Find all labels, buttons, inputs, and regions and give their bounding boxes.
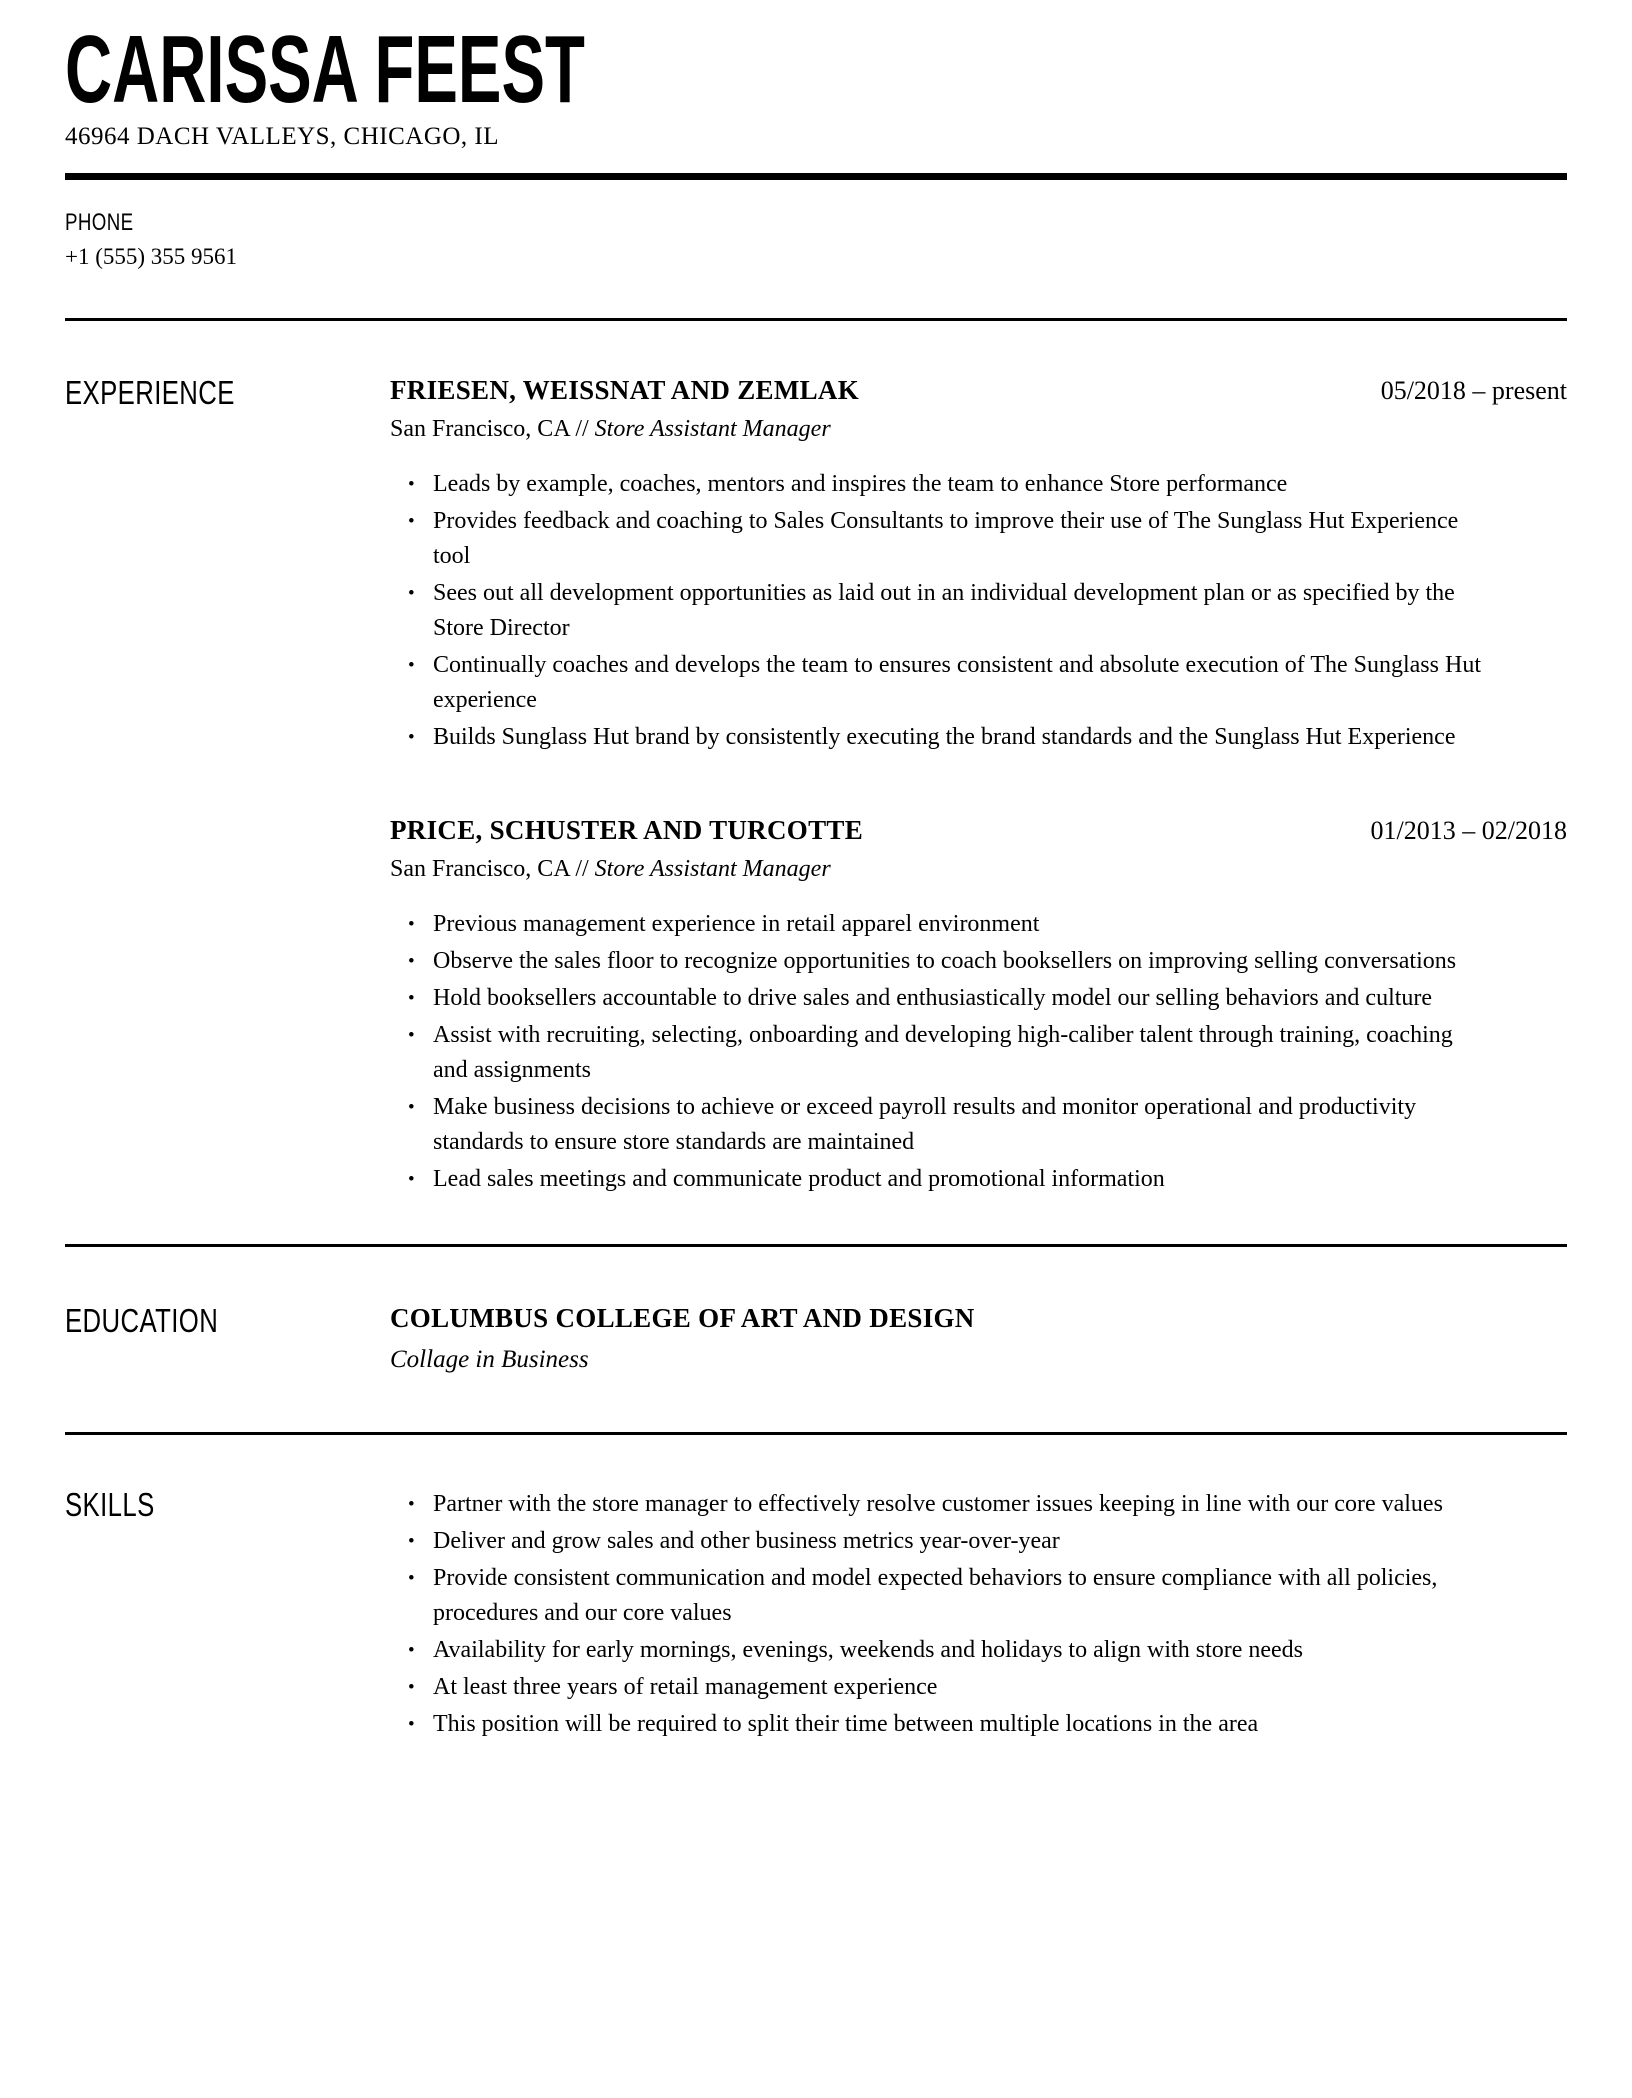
skills-section-label: SKILLS [65, 1486, 155, 1524]
education-section-label: EDUCATION [65, 1302, 219, 1340]
job-subheading [390, 416, 1567, 443]
phone-value: +1 (555) 355 9561 [65, 244, 238, 270]
bullet-icon: • [408, 655, 415, 677]
job-heading-row [390, 815, 1567, 846]
job-entry [390, 375, 1567, 755]
bullet-item [390, 1524, 1490, 1559]
job-entry [390, 815, 1567, 1197]
bullet-icon: • [408, 511, 415, 533]
bullet-text: Hold booksellers accountable to drive sales and enthusiastically model our selling behaviors and culture [433, 985, 1433, 1012]
job-location: San Francisco, CA // [390, 416, 595, 443]
bullet-item [390, 1090, 1490, 1160]
bullet-text: Availability for early mornings, evenings, weekends and holidays to align with store needs [433, 1637, 1304, 1664]
bullet-icon: • [408, 1714, 415, 1736]
company-name: FRIESEN, WEISSNAT AND ZEMLAK [390, 375, 860, 406]
resume-header [65, 16, 1567, 151]
bullet-text: Previous management experience in retail apparel environment [433, 911, 1040, 938]
bullet-text: This position will be required to split their time between multiple locations in the area [433, 1711, 1259, 1738]
bullet-text: Assist with recruiting, selecting, onboarding and developing high-caliber talent through training, coaching and assignments [433, 1022, 1453, 1084]
bullet-text: Provide consistent communication and model expected behaviors to ensure compliance with all policies, procedures and our core values [433, 1565, 1438, 1627]
job-dates: 01/2013 – 02/2018 [1370, 816, 1567, 846]
bullet-icon: • [408, 1097, 415, 1119]
bullet-icon: • [408, 988, 415, 1010]
person-name: CARISSA FEEST [65, 16, 585, 123]
job-location: San Francisco, CA // [390, 856, 595, 883]
job-subheading [390, 856, 1567, 883]
skills-bullet-list [390, 1487, 1490, 1742]
degree-name: Collage in Business [390, 1346, 589, 1374]
bullet-text: Sees out all development opportunities as laid out in an individual development plan or as specified by the Store Director [433, 580, 1455, 642]
bullet-item [390, 1018, 1490, 1088]
bullet-icon: • [408, 727, 415, 749]
bullet-item [390, 467, 1490, 502]
bullet-item [390, 720, 1490, 755]
bullet-item [390, 648, 1490, 718]
bullet-icon: • [408, 1025, 415, 1047]
experience-section [65, 375, 1567, 1199]
bullet-text: Builds Sunglass Hut brand by consistently executing the brand standards and the Sunglass Hut Experience [433, 724, 1456, 751]
bullet-icon: • [408, 583, 415, 605]
bullet-icon: • [408, 474, 415, 496]
job-bullet-list [390, 467, 1490, 755]
skills-label-column [65, 1487, 390, 1523]
bullet-text: Make business decisions to achieve or exceed payroll results and monitor operational and productivity standards to ensure store standards are maintained [433, 1094, 1417, 1156]
education-section [65, 1303, 1567, 1374]
bullet-icon: • [408, 1531, 415, 1553]
bullet-icon: • [408, 951, 415, 973]
bullet-icon: • [408, 1677, 415, 1699]
bullet-text: Partner with the store manager to effectively resolve customer issues keeping in line with our core values [433, 1491, 1443, 1518]
bullet-item [390, 907, 1490, 942]
company-name: PRICE, SCHUSTER AND TURCOTTE [390, 815, 864, 846]
bullet-icon: • [408, 914, 415, 936]
bullet-item [390, 1670, 1490, 1705]
bullet-item [390, 981, 1490, 1016]
job-dates: 05/2018 – present [1380, 376, 1567, 406]
job-heading-row [390, 375, 1567, 406]
bullet-item [390, 1707, 1490, 1742]
bullet-item [390, 944, 1490, 979]
bullet-icon: • [408, 1169, 415, 1191]
bullet-item [390, 1633, 1490, 1668]
bullet-icon: • [408, 1494, 415, 1516]
bullet-item [390, 576, 1490, 646]
contact-divider [65, 318, 1567, 321]
person-address: 46964 DACH VALLEYS, CHICAGO, IL [65, 122, 500, 150]
bullet-text: Leads by example, coaches, mentors and inspires the team to enhance Store performance [433, 471, 1288, 498]
job-title: Store Assistant Manager [594, 856, 831, 883]
experience-divider [65, 1244, 1567, 1247]
bullet-text: At least three years of retail management experience [433, 1674, 938, 1701]
phone-label: PHONE [65, 208, 134, 236]
bullet-item [390, 1162, 1490, 1197]
experience-label-column [65, 375, 390, 411]
bullet-item [390, 504, 1490, 574]
education-content [390, 1303, 1567, 1374]
experience-content [390, 375, 1567, 1199]
bullet-text: Deliver and grow sales and other business metrics year-over-year [433, 1528, 1060, 1555]
contact-section [65, 210, 1567, 270]
bullet-item [390, 1487, 1490, 1522]
bullet-text: Lead sales meetings and communicate product and promotional information [433, 1166, 1165, 1193]
bullet-text: Continually coaches and develops the team to ensures consistent and absolute execution of The Sunglass Hut experience [433, 652, 1481, 714]
bullet-text: Observe the sales floor to recognize opportunities to coach booksellers on improving selling conversations [433, 948, 1457, 975]
education-label-column [65, 1303, 390, 1339]
bullet-text: Provides feedback and coaching to Sales Consultants to improve their use of The Sunglass Hut Experience tool [433, 508, 1459, 570]
skills-content [390, 1487, 1567, 1744]
school-name: COLUMBUS COLLEGE OF ART AND DESIGN [390, 1303, 975, 1334]
job-title: Store Assistant Manager [594, 416, 831, 443]
header-divider [65, 173, 1567, 180]
job-bullet-list [390, 907, 1490, 1197]
experience-section-label: EXPERIENCE [65, 374, 235, 412]
bullet-icon: • [408, 1568, 415, 1590]
bullet-item [390, 1561, 1490, 1631]
bullet-icon: • [408, 1640, 415, 1662]
skills-section [65, 1487, 1567, 1744]
education-divider [65, 1432, 1567, 1435]
